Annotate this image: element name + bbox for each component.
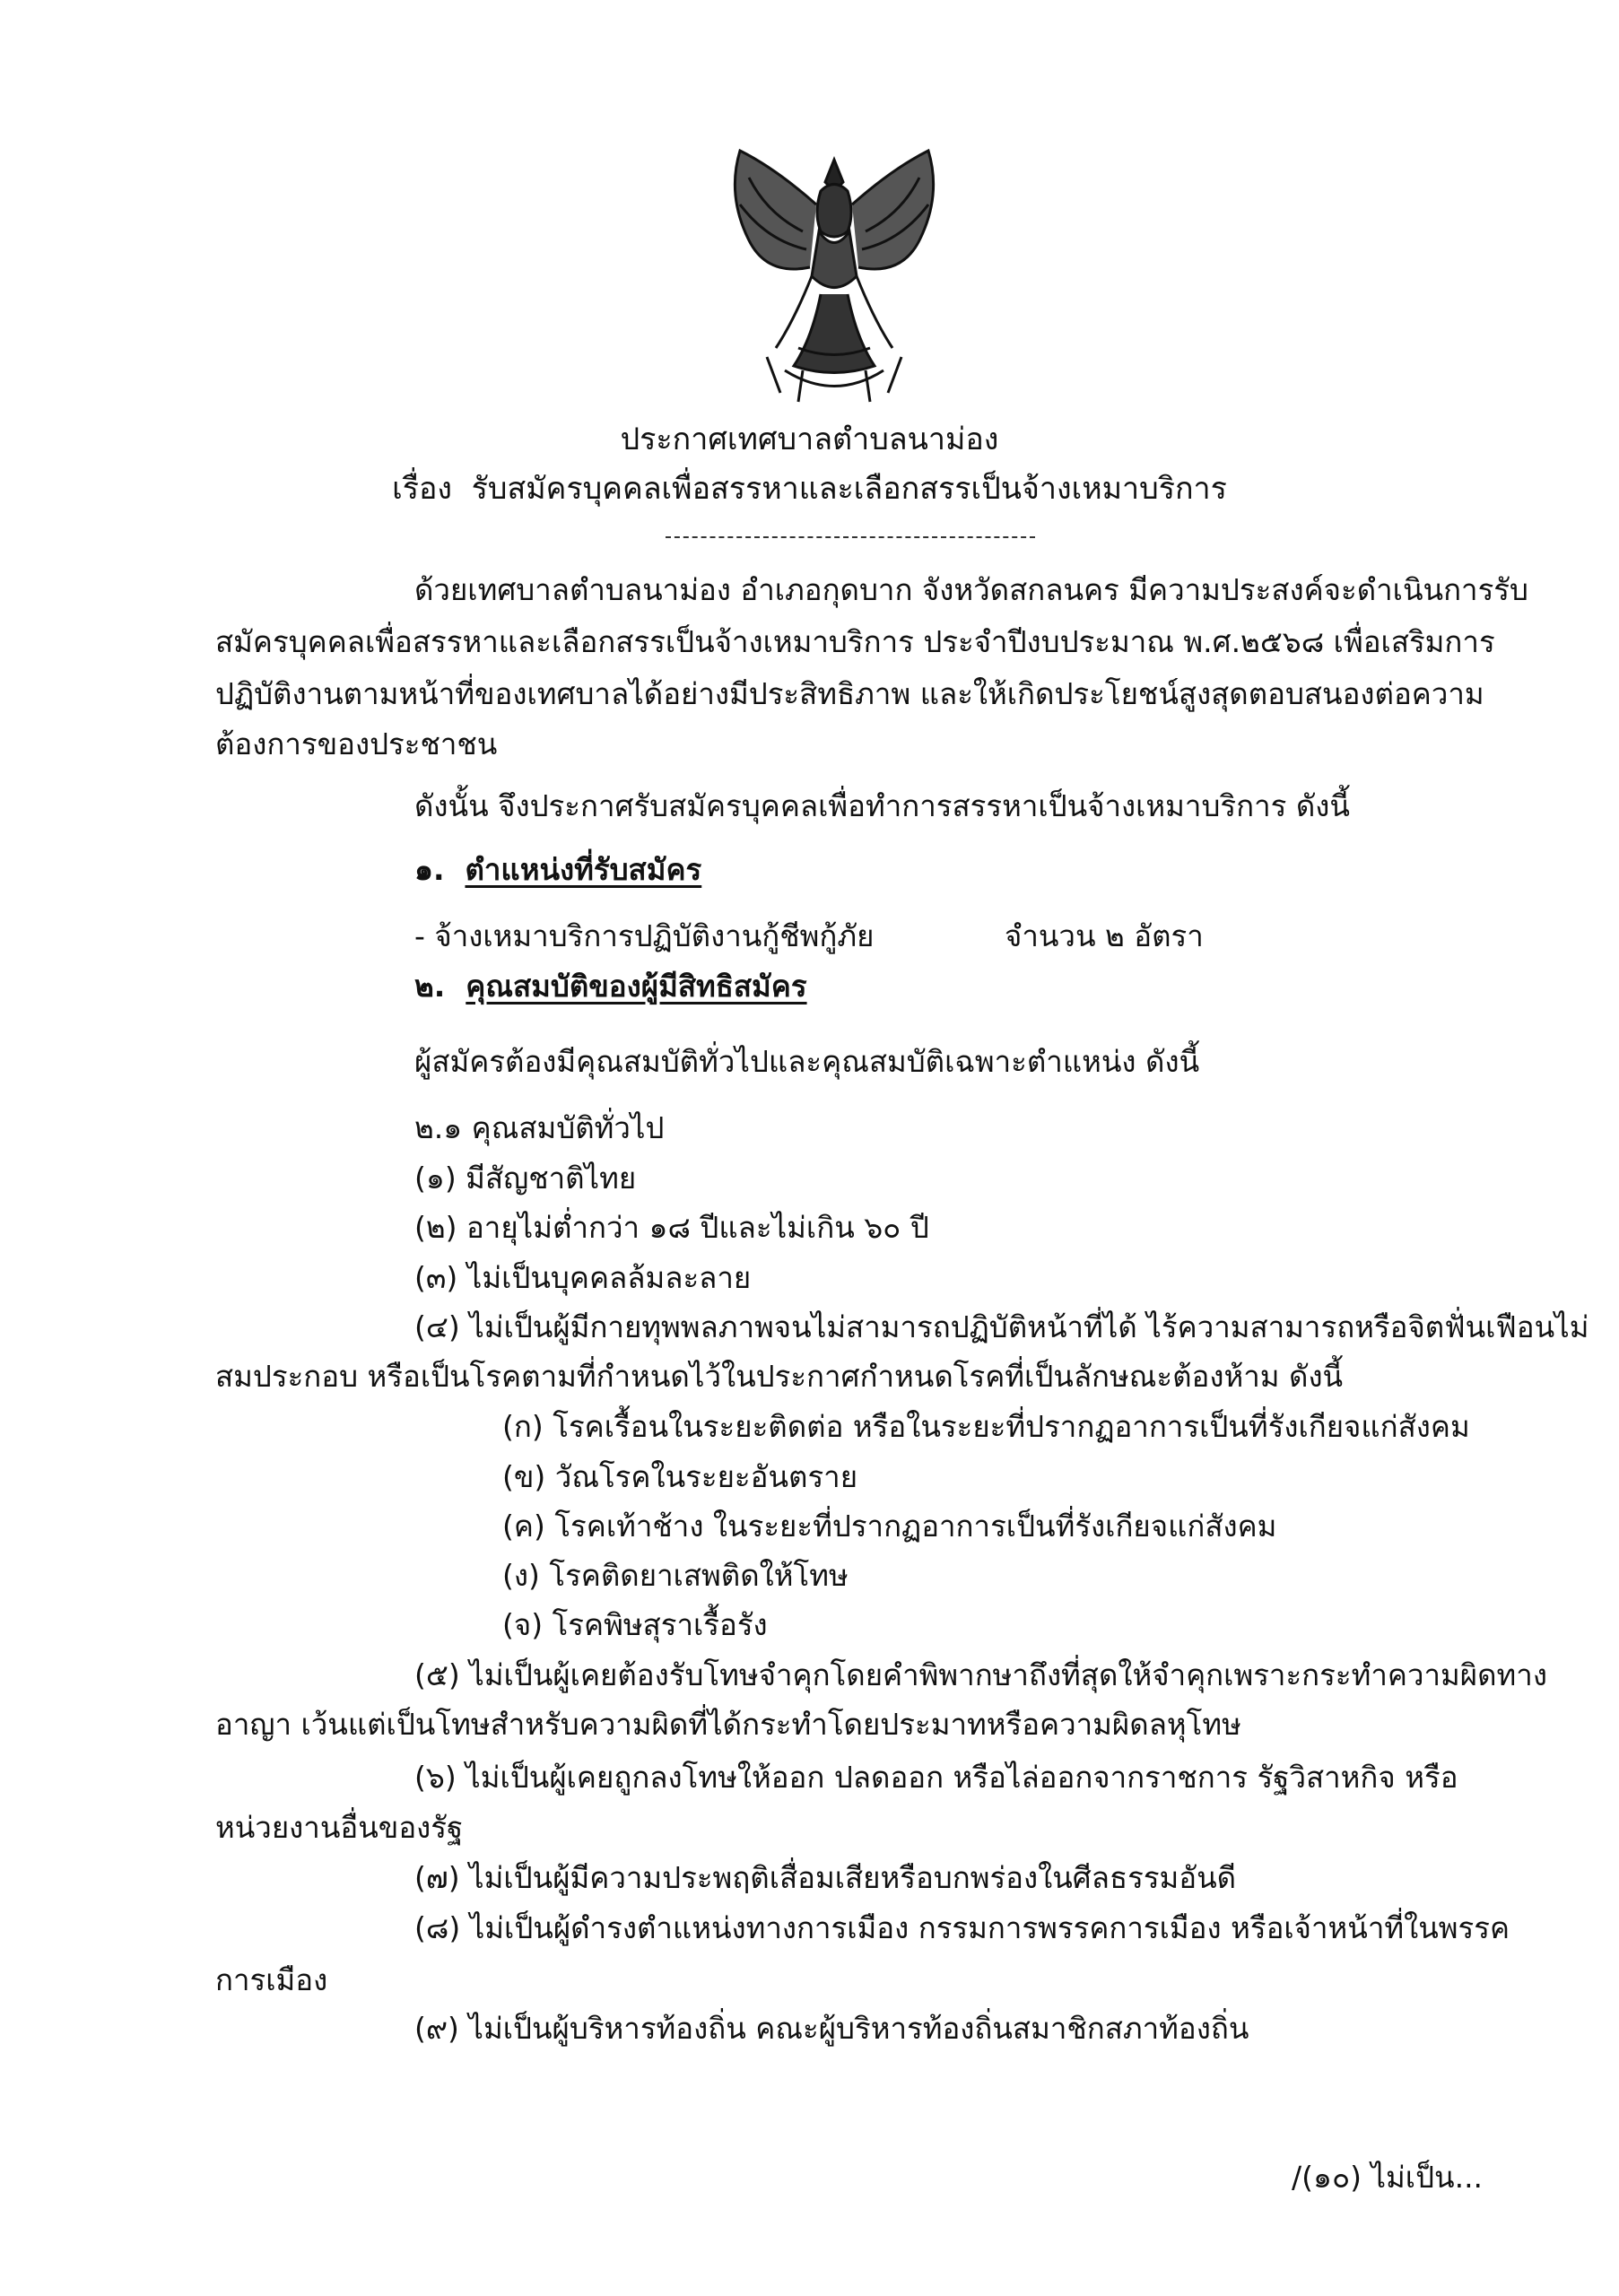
qualification-3: (๓) ไม่เป็นบุคคลล้มละลาย: [414, 1260, 752, 1295]
general-qualifications-heading: ๒.๑ คุณสมบัติทั่วไป: [414, 1110, 665, 1145]
qualification-9: (๙) ไม่เป็นผู้บริหารท้องถิ่น คณะผู้บริหารท้องถิ่นสมาชิกสภาท้องถิ่น: [414, 2011, 1249, 2046]
section-2-number: ๒.: [414, 969, 446, 1004]
garuda-emblem-icon: [713, 142, 955, 411]
qualification-8-line-1: (๘) ไม่เป็นผู้ดำรงตำแหน่งทางการเมือง กรรมการพรรคการเมือง หรือเจ้าหน้าที่ในพรรค: [414, 1910, 1510, 1945]
section-2-title: คุณสมบัติของผู้มีสิทธิสมัคร: [466, 969, 807, 1004]
title-divider: [666, 536, 1035, 538]
position-quota: จำนวน ๒ อัตรา: [1005, 918, 1204, 953]
qualification-intro: ผู้สมัครต้องมีคุณสมบัติทั่วไปและคุณสมบัติเฉพาะตำแหน่ง ดังนี้: [414, 1044, 1200, 1079]
prohibited-disease-4: (ง) โรคติดยาเสพติดให้โทษ: [502, 1558, 849, 1593]
qualification-1: (๑) มีสัญชาติไทย: [414, 1161, 637, 1196]
prohibited-disease-3: (ค) โรคเท้าช้าง ในระยะที่ปรากฏอาการเป็นที่รังเกียจแก่สังคม: [502, 1509, 1277, 1544]
intro-line-1: ด้วยเทศบาลตำบลนาม่อง อำเภอกุดบาก จังหวัดสกลนคร มีความประสงค์จะดำเนินการรับ: [414, 572, 1528, 607]
subject-label: เรื่อง: [392, 471, 452, 507]
announcement-title: ประกาศเทศบาลตำบลนาม่อง: [620, 422, 999, 457]
prohibited-disease-2: (ข) วัณโรคในระยะอันตราย: [502, 1459, 858, 1494]
subject-text: รับสมัครบุคคลเพื่อสรรหาและเลือกสรรเป็นจ้างเหมาบริการ: [471, 471, 1227, 507]
announce-line: ดังนั้น จึงประกาศรับสมัครบุคคลเพื่อทำการสรรหาเป็นจ้างเหมาบริการ ดังนี้: [414, 788, 1350, 823]
section-1-heading: [414, 850, 701, 890]
qualification-5-line-1: (๕) ไม่เป็นผู้เคยต้องรับโทษจำคุกโดยคำพิพากษาถึงที่สุดให้จำคุกเพราะกระทำความผิดทาง: [414, 1657, 1547, 1692]
continuation-marker: /(๑๐) ไม่เป็น...: [1292, 2160, 1484, 2195]
qualification-8-line-2: การเมือง: [215, 1962, 328, 1997]
position-item: - จ้างเหมาบริการปฏิบัติงานกู้ชีพกู้ภัย: [414, 918, 875, 953]
qualification-7: (๗) ไม่เป็นผู้มีความประพฤติเสื่อมเสียหรือบกพร่องในศีลธรรมอันดี: [414, 1860, 1237, 1895]
section-1-title: ตำแหน่งที่รับสมัคร: [465, 852, 702, 887]
qualification-2: (๒) อายุไม่ต่ำกว่า ๑๘ ปีและไม่เกิน ๖๐ ปี: [414, 1210, 929, 1245]
section-2-heading: [414, 967, 807, 1006]
qualification-4-line-1: (๔) ไม่เป็นผู้มีกายทุพพลภาพจนไม่สามารถปฏิบัติหน้าที่ได้ ไร้ความสามารถหรือจิตฟั่นเฟือนไม่: [414, 1309, 1589, 1344]
qualification-4-line-2: สมประกอบ หรือเป็นโรคตามที่กำหนดไว้ในประกาศกำหนดโรคที่เป็นลักษณะต้องห้าม ดังนี้: [215, 1359, 1344, 1394]
intro-line-4: ต้องการของประชาชน: [215, 726, 498, 761]
qualification-5-line-2: อาญา เว้นแต่เป็นโทษสำหรับความผิดที่ได้กระทำโดยประมาทหรือความผิดลหุโทษ: [215, 1707, 1241, 1742]
qualification-6-line-1: (๖) ไม่เป็นผู้เคยถูกลงโทษให้ออก ปลดออก หรือไล่ออกจากราชการ รัฐวิสาหกิจ หรือ: [414, 1760, 1458, 1795]
prohibited-disease-5: (จ) โรคพิษสุราเรื้อรัง: [502, 1607, 768, 1642]
announcement-subject-line: [0, 469, 1619, 509]
qualification-6-line-2: หน่วยงานอื่นของรัฐ: [215, 1810, 464, 1845]
prohibited-disease-1: (ก) โรคเรื้อนในระยะติดต่อ หรือในระยะที่ปรากฏอาการเป็นที่รังเกียจแก่สังคม: [502, 1409, 1470, 1444]
intro-line-3: ปฏิบัติงานตามหน้าที่ของเทศบาลได้อย่างมีประสิทธิภาพ และให้เกิดประโยชน์สูงสุดตอบสนองต่อความ: [215, 676, 1484, 711]
section-1-number: ๑.: [414, 852, 445, 887]
intro-line-2: สมัครบุคคลเพื่อสรรหาและเลือกสรรเป็นจ้างเหมาบริการ ประจำปีงบประมาณ พ.ศ.๒๕๖๘ เพื่อเสริมการ: [215, 624, 1495, 659]
